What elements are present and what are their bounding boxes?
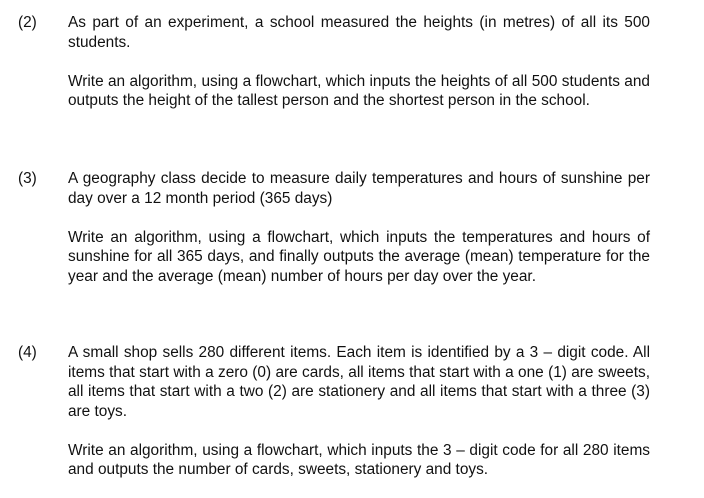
question-body xyxy=(68,169,650,286)
question-number: (2) xyxy=(18,14,37,31)
question-intro: A small shop sells 280 different items. Each item is identified by a 3 – digit code. All items that start with a zero (0) are cards, all items that start with a one (1) are sweets, all items that start with a two (2) are stationery and all items that start with a three (3) are toys. xyxy=(68,344,650,420)
question-task: Write an algorithm, using a flowchart, which inputs the heights of all 500 students and outputs the height of the tallest person and the shortest person in the school. xyxy=(68,72,650,109)
question-intro: A geography class decide to measure daily temperatures and hours of sunshine per day over a 12 month period (365 days) xyxy=(68,170,650,207)
question-body xyxy=(68,13,650,111)
question-intro: As part of an experiment, a school measured the heights (in metres) of all its 500 students. xyxy=(68,14,650,51)
question-number: (4) xyxy=(18,344,37,361)
question-task: Write an algorithm, using a flowchart, which inputs the temperatures and hours of sunshine for all 365 days, and finally outputs the average (mean) temperature for the year and the average (mean) number of hours per day over the year. xyxy=(68,228,650,285)
question-number: (3) xyxy=(18,170,37,187)
question-body xyxy=(68,343,650,480)
question-task: Write an algorithm, using a flowchart, which inputs the 3 – digit code for all 280 items and outputs the number of cards, sweets, stationery and toys. xyxy=(68,441,650,478)
